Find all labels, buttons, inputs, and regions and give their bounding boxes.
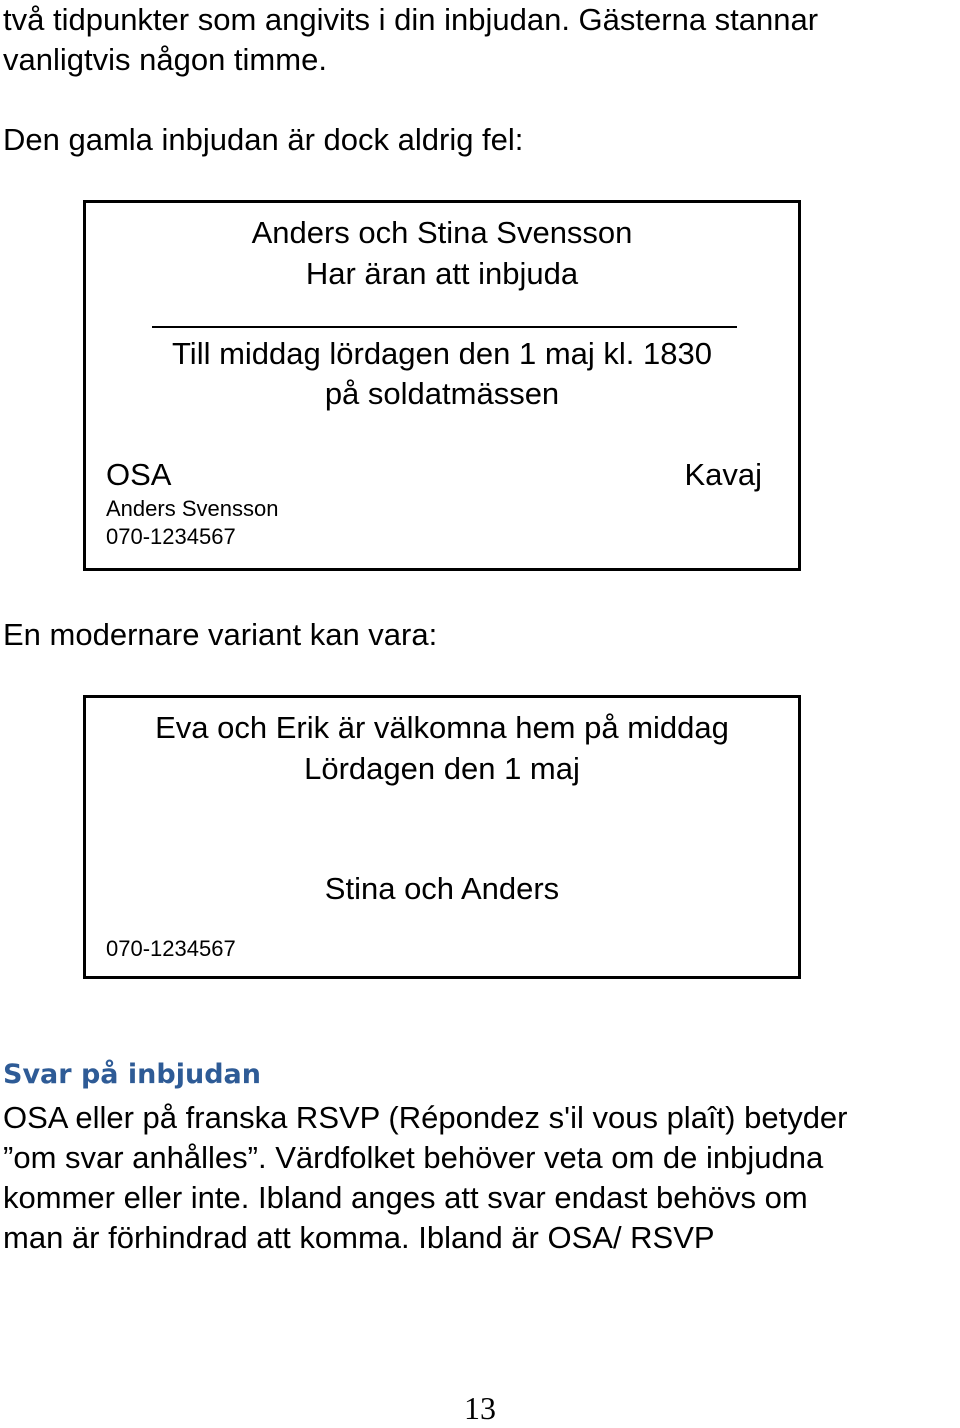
old-invitation-hosts: Anders och Stina Svensson (251, 215, 633, 250)
intro-line-2: vanligtvis någon timme. (3, 42, 327, 77)
modern-invitation-line-2: Lördagen den 1 maj (304, 751, 580, 786)
section-line-1: OSA eller på franska RSVP (Répondez s'il vous plaît) betyder (3, 1100, 848, 1135)
old-invitation-box (83, 200, 801, 571)
modern-intro: En modernare variant kan vara: (3, 617, 438, 652)
modern-invitation-signature: Stina och Anders (324, 871, 560, 906)
intro-line-3: Den gamla inbjudan är dock aldrig fel: (3, 122, 524, 157)
modern-invitation-phone: 070-1234567 (106, 936, 236, 961)
section-line-3: kommer eller inte. Ibland anges att svar endast behövs om (3, 1180, 808, 1215)
old-invitation-venue: på soldatmässen (324, 376, 560, 411)
old-invitation-invite-text: Har äran att inbjuda (305, 256, 579, 291)
osa-name: Anders Svensson (106, 496, 279, 521)
section-line-2: ”om svar anhålles”. Värdfolket behöver veta om de inbjudna (3, 1140, 824, 1175)
blank-name-line (152, 326, 737, 328)
osa-phone: 070-1234567 (106, 524, 236, 549)
old-invitation-event-line: Till middag lördagen den 1 maj kl. 1830 (172, 336, 712, 371)
section-line-4: man är förhindrad att komma. Ibland är OSA/ RSVP (3, 1220, 715, 1255)
section-heading: Svar på inbjudan (3, 1059, 261, 1090)
dress-code: Kavaj (684, 457, 762, 492)
modern-invitation-box (83, 695, 801, 979)
intro-line-1: två tidpunkter som angivits i din inbjudan. Gästerna stannar (3, 2, 819, 37)
modern-invitation-line-1: Eva och Erik är välkomna hem på middag (155, 710, 729, 745)
osa-label: OSA (106, 457, 172, 492)
page-number: 13 (464, 1390, 496, 1426)
